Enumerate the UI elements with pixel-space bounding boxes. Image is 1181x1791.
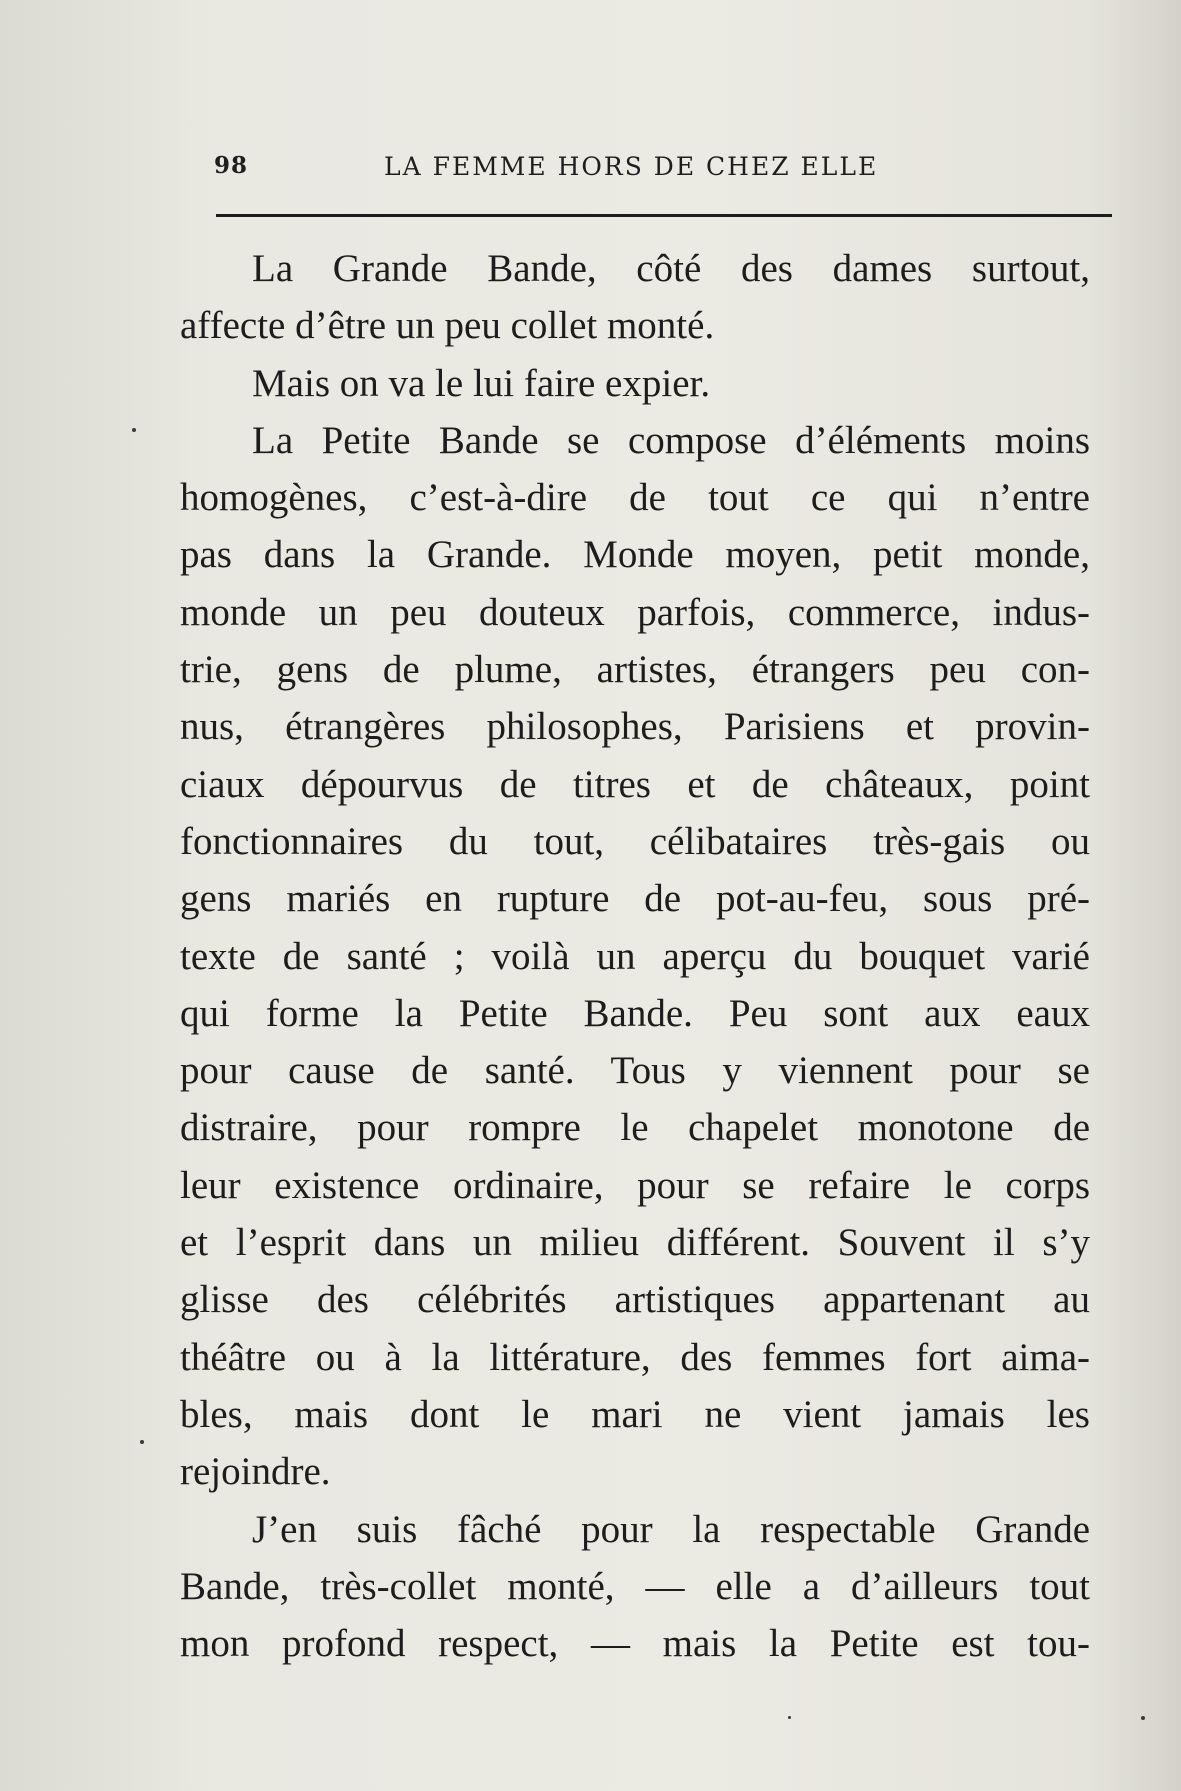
text-line: bles, mais dont le mari ne vient jamais les [180,1392,1090,1436]
body-text [180,240,1090,1672]
text-line: Bande, très-collet monté, — elle a d’ailleurs tout [180,1564,1090,1608]
paper-speck [1141,1716,1145,1720]
text-line: mon profond respect, — mais la Petite est tou- [180,1622,1090,1666]
text-line: ciaux dépourvus de titres et de châteaux, point [180,762,1090,806]
text-line: La Grande Bande, côté des dames surtout, [252,247,1090,290]
text-line: qui forme la Petite Bande. Peu sont aux eaux [180,991,1090,1035]
text-line: théâtre ou à la littérature, des femmes fort aima- [180,1335,1090,1379]
running-title: LA FEMME HORS DE CHEZ ELLE [384,152,879,181]
text-line: pas dans la Grande. Monde moyen, petit monde, [180,533,1090,577]
text-line: homogènes, c’est-à-dire de tout ce qui n’entre [180,476,1090,520]
header-rule [216,214,1112,217]
text-line: J’en suis fâché pour la respectable Grande [252,1507,1090,1551]
text-line: et l’esprit dans un milieu différent. Souvent il s’y [180,1221,1090,1265]
text-line: La Petite Bande se compose d’éléments moins [252,418,1090,462]
text-line: glisse des célébrités artistiques appartenant au [180,1278,1090,1322]
text-line: distraire, pour rompre le chapelet monotone de [180,1106,1090,1150]
text-line: leur existence ordinaire, pour se refaire le corps [180,1163,1090,1207]
paper-speck [788,1716,791,1719]
text-line: gens mariés en rupture de pot-au-feu, sous pré- [180,877,1090,921]
page-number: 98 [214,152,249,179]
running-head [214,150,1114,190]
text-line: affecte d’être un peu collet monté. [180,304,715,348]
paper-speck [132,428,136,432]
text-line: nus, étrangères philosophes, Parisiens et provin- [180,705,1090,749]
paper-speck [140,1440,144,1444]
text-line: Mais on va le lui faire expier. [252,361,711,405]
text-line: fonctionnaires du tout, célibataires très-gais ou [180,819,1090,863]
text-line: trie, gens de plume, artistes, étrangers peu con- [180,648,1090,692]
text-line: pour cause de santé. Tous y viennent pour se [180,1049,1090,1093]
text-line: texte de santé ; voilà un aperçu du bouquet varié [180,934,1090,978]
text-line: rejoindre. [180,1450,331,1494]
text-line: monde un peu douteux parfois, commerce, indus- [180,590,1090,634]
